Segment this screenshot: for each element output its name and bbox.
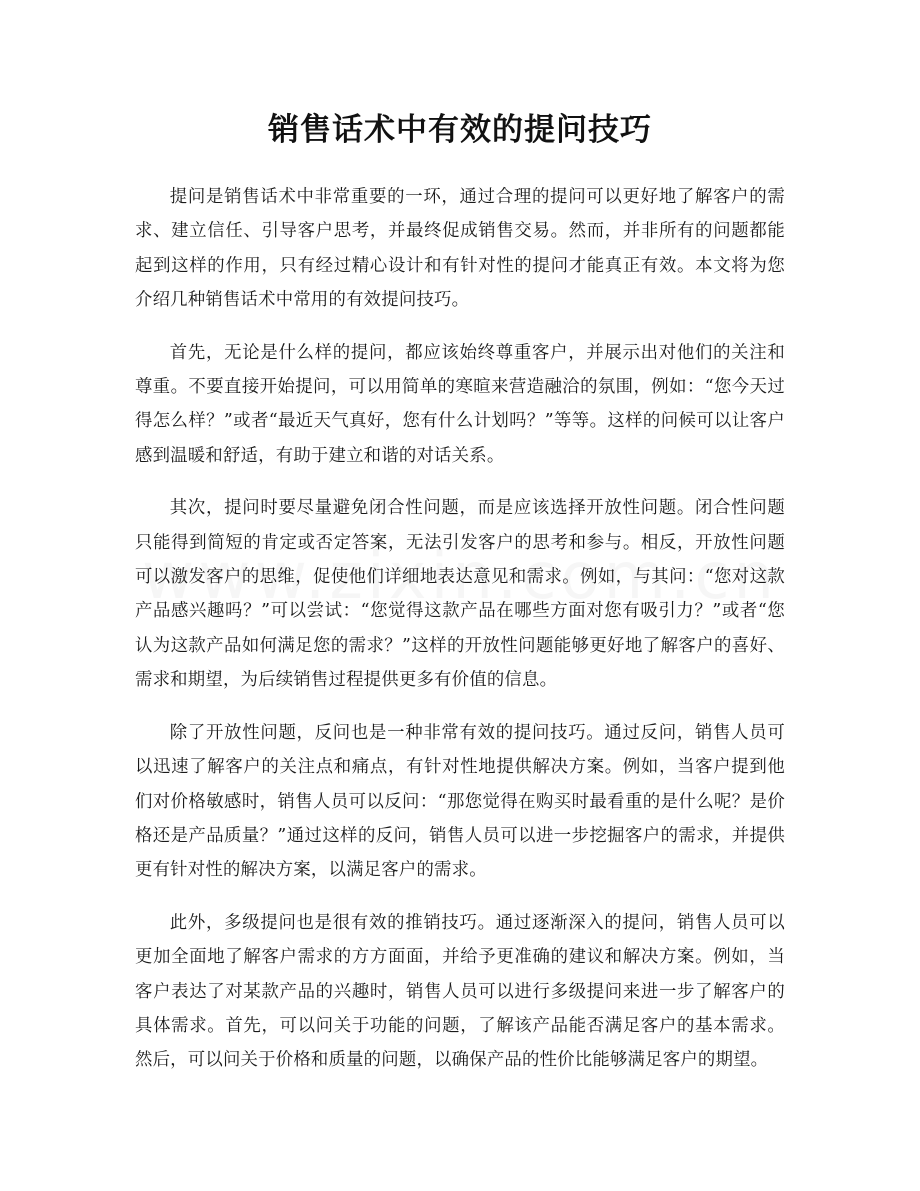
document-title: 销售话术中有效的提问技巧 xyxy=(268,112,652,148)
paragraph-respect: 首先，无论是什么样的提问，都应该始终尊重客户，并展示出对他们的关注和尊重。不要直接开始提问，可以用简单的寒暄来营造融洽的氛围，例如：“您今天过得怎么样？”或者“最近天气真好，您有什么计划吗？”等等。这样的问候可以让客户感到温暖和舒适，有助于建立和谐的对话关系。 xyxy=(135,342,785,466)
paragraph-intro: 提问是销售话术中非常重要的一环，通过合理的提问可以更好地了解客户的需求、建立信任、引导客户思考，并最终促成销售交易。然而，并非所有的问题都能起到这样的作用，只有经过精心设计和有针对性的提问才能真正有效。本文将为您介绍几种销售话术中常用的有效提问技巧。 xyxy=(135,187,785,311)
document-body xyxy=(135,180,785,1096)
paragraph-open-questions: 其次，提问时要尽量避免闭合性问题，而是应该选择开放性问题。闭合性问题只能得到简短的肯定或否定答案，无法引发客户的思考和参与。相反，开放性问题可以激发客户的思维，促使他们详细地表达意见和需求。例如，与其问：“您对这款产品感兴趣吗？”可以尝试：“您觉得这款产品在哪些方面对您有吸引力？”或者“您认为这款产品如何满足您的需求？”这样的开放性问题能够更好地了解客户的喜好、需求和期望，为后续销售过程提供更多有价值的信息。 xyxy=(135,498,785,691)
paragraph-multilevel-questions: 此外，多级提问也是很有效的推销技巧。通过逐渐深入的提问，销售人员可以更加全面地了解客户需求的方方面面，并给予更准确的建议和解决方案。例如，当客户表达了对某款产品的兴趣时，销售人员可以进行多级提问来进一步了解客户的具体需求。首先，可以问关于功能的问题，了解该产品能否满足客户的基本需求。然后，可以问关于价格和质量的问题，以确保产品的性价比能够满足客户的期望。 xyxy=(135,912,785,1071)
paragraph-counter-questions: 除了开放性问题，反问也是一种非常有效的提问技巧。通过反问，销售人员可以迅速了解客户的关注点和痛点，有针对性地提供解决方案。例如，当客户提到他们对价格敏感时，销售人员可以反问：“那您觉得在购买时最看重的是什么呢？是价格还是产品质量？”通过这样的反问，销售人员可以进一步挖掘客户的需求，并提供更有针对性的解决方案，以满足客户的需求。 xyxy=(135,722,785,881)
